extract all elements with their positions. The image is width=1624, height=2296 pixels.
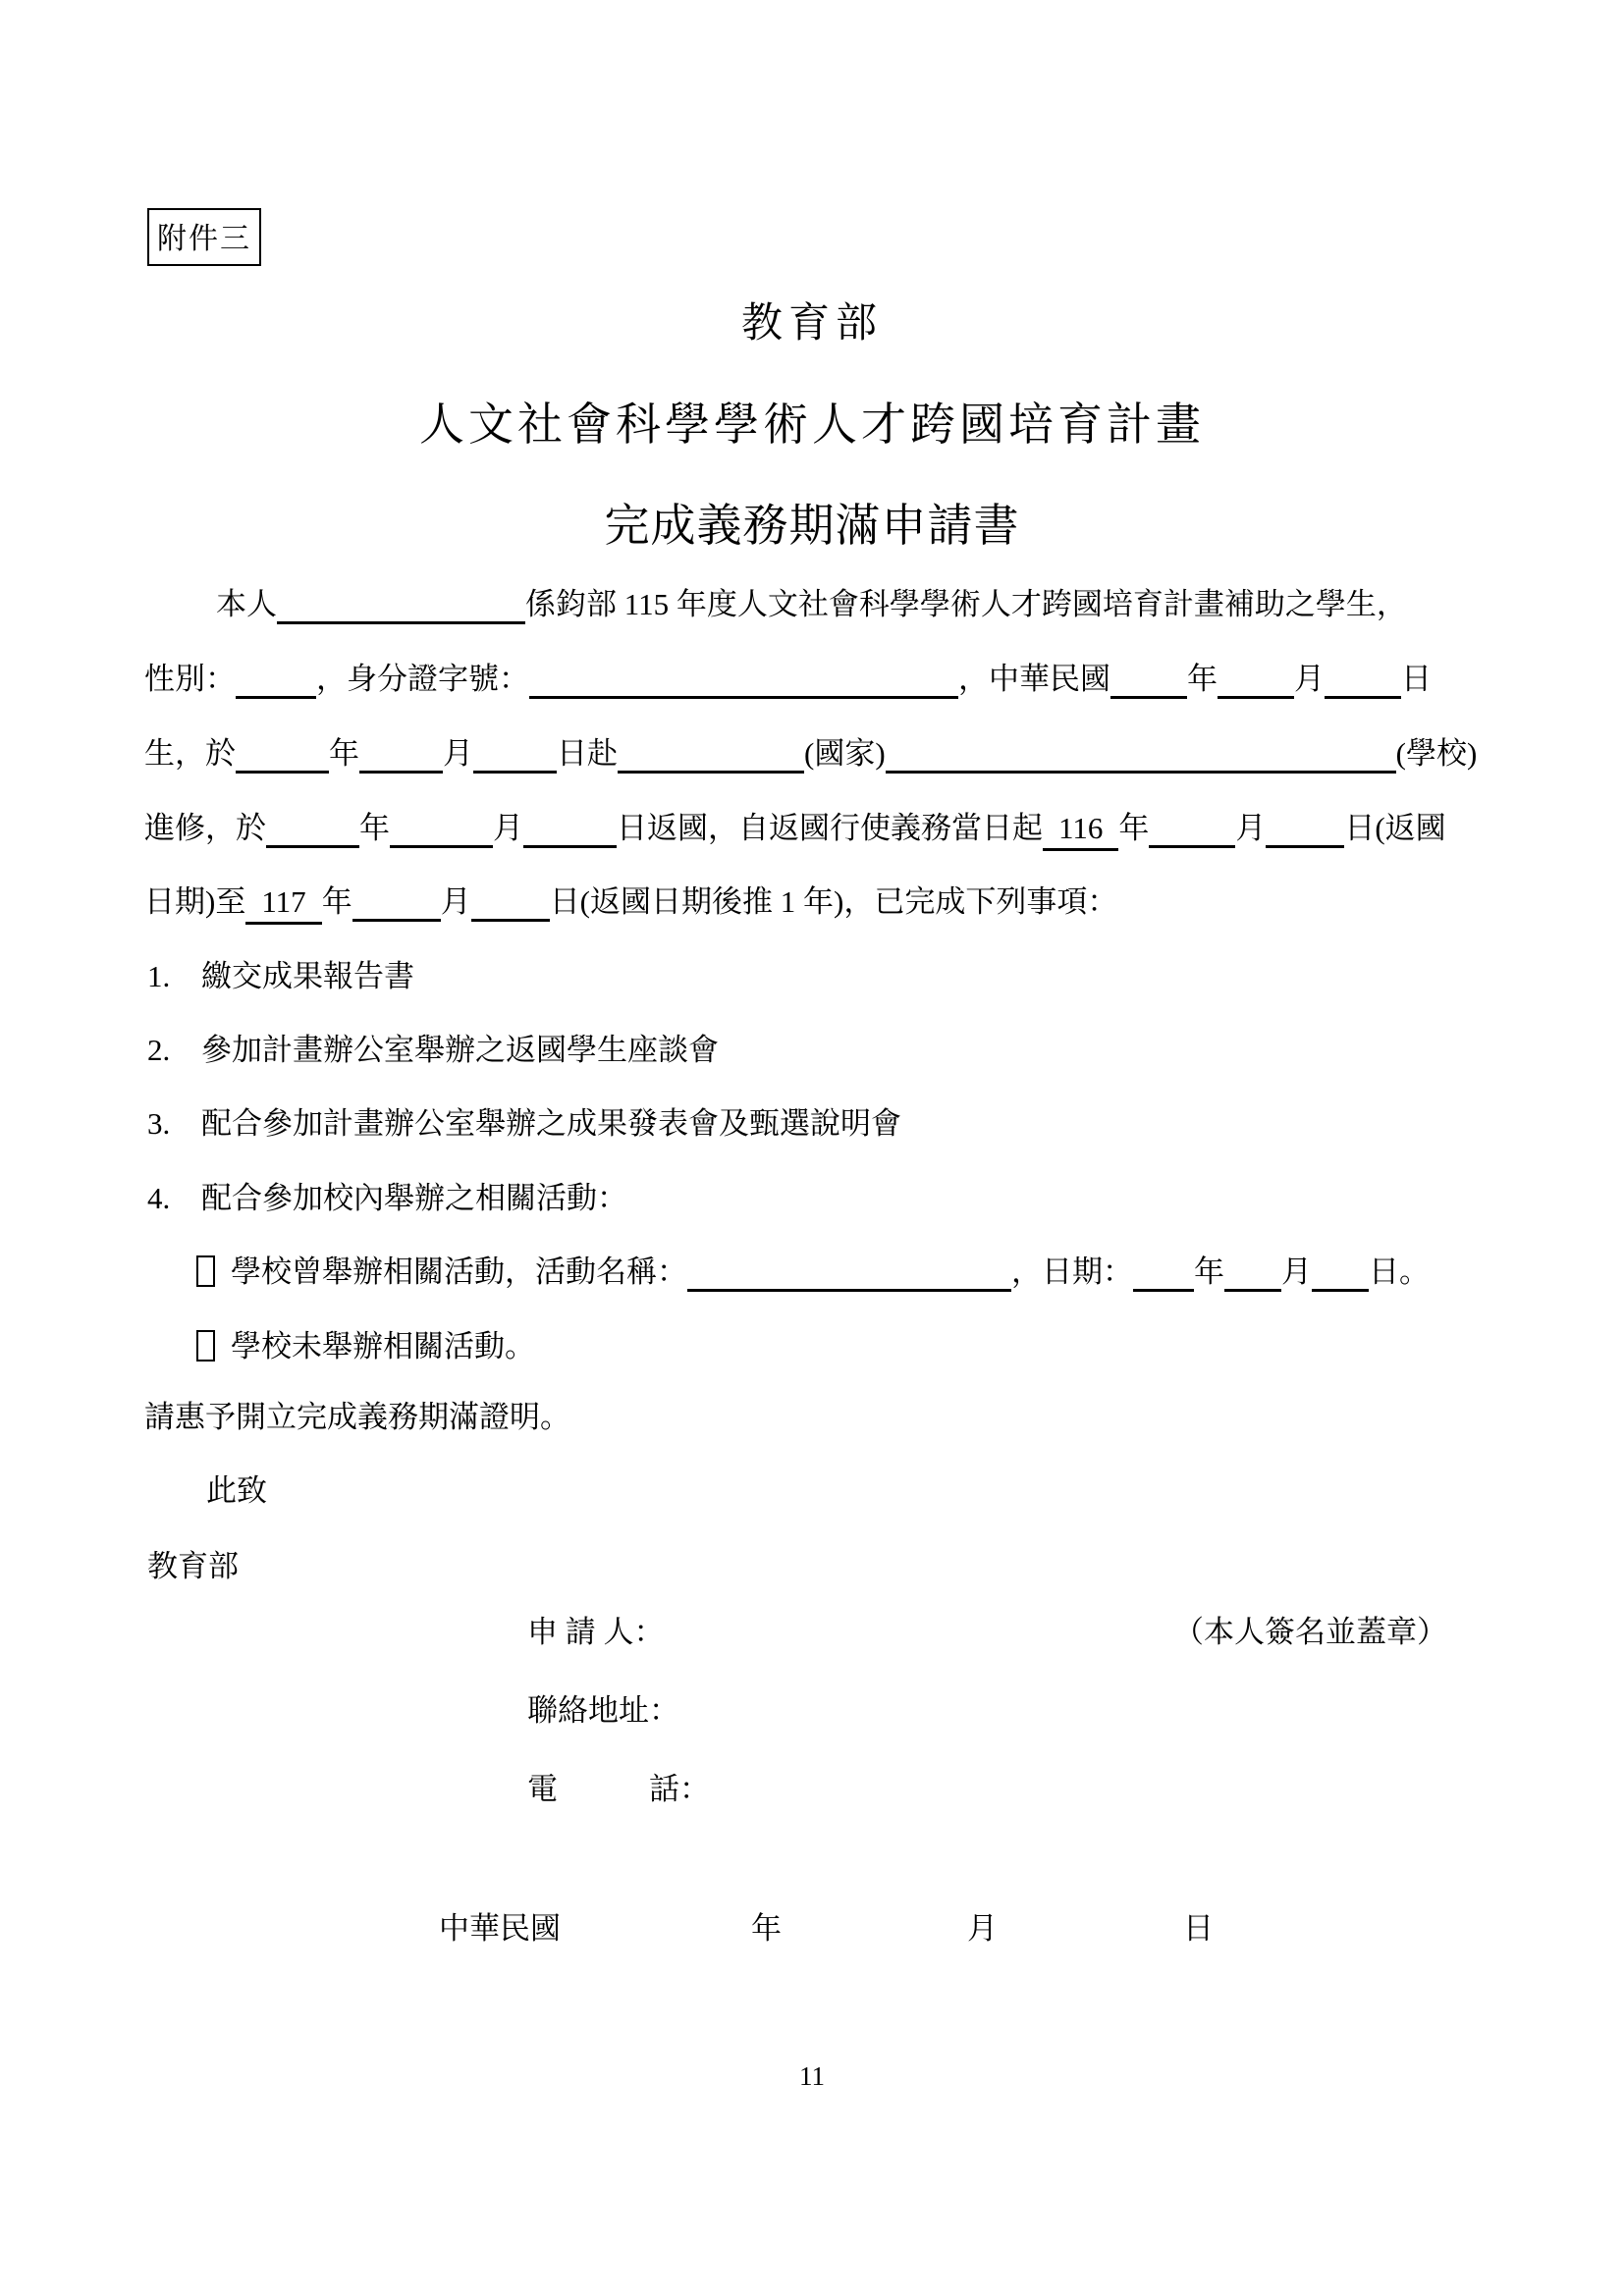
- blank-underline-field[interactable]: [1218, 689, 1294, 699]
- text-segment: 月: [493, 811, 523, 845]
- title-program: 人文社會科學學術人才跨國培育計畫: [419, 400, 1205, 450]
- blank-underline-field[interactable]: [1325, 689, 1401, 699]
- text-segment: 日返國，自返國行使義務當日起: [617, 811, 1043, 845]
- text-segment: 日(返國日期後推 1 年)，已完成下列事項：: [549, 884, 1118, 919]
- checkbox[interactable]: [196, 1330, 215, 1362]
- phone-label: 電 話：: [527, 1772, 710, 1806]
- blank-underline-field[interactable]: [1133, 1282, 1194, 1292]
- date-era-label: 中華民國: [439, 1911, 561, 1946]
- list-item-number: 2.: [147, 1033, 171, 1067]
- blank-underline-field[interactable]: [236, 689, 316, 699]
- text-segment: 性別：: [144, 662, 236, 696]
- blank-underline-field[interactable]: [886, 764, 1396, 774]
- text-segment: ，身分證字號：: [316, 662, 529, 696]
- text-segment: 年: [321, 884, 352, 919]
- list-item: [147, 957, 414, 996]
- text-segment: 月: [1294, 662, 1325, 696]
- text-segment: (學校): [1395, 736, 1478, 771]
- body-line: [144, 734, 1477, 774]
- list-item-number: 4.: [147, 1181, 171, 1215]
- page-number: 11: [799, 2061, 825, 2091]
- blank-underline-field[interactable]: [352, 912, 441, 922]
- text-segment: 學校曾舉辦相關活動，活動名稱：: [231, 1255, 687, 1289]
- checkbox-row: [196, 1253, 1430, 1292]
- underlined-value: 117: [245, 882, 321, 925]
- date-month-label: 月: [967, 1911, 998, 1946]
- text-segment: 日: [1401, 662, 1432, 696]
- list-item-text: 配合參加計畫辦公室舉辦之成果發表會及甄選說明會: [201, 1106, 901, 1141]
- text-segment: 月: [443, 736, 473, 771]
- list-item-text: 參加計畫辦公室舉辦之返國學生座談會: [201, 1033, 719, 1067]
- checkbox-row: [196, 1327, 535, 1366]
- body-line: [144, 882, 1117, 925]
- list-item: [147, 1104, 901, 1144]
- blank-underline-field[interactable]: [390, 838, 493, 848]
- text-segment: ，日期：: [1011, 1255, 1133, 1289]
- text-segment: 月: [1281, 1255, 1312, 1289]
- text-segment: 年: [1118, 811, 1150, 845]
- text-segment: 日。: [1369, 1255, 1430, 1289]
- blank-underline-field[interactable]: [523, 838, 617, 848]
- text-segment: 進修，於: [144, 811, 266, 845]
- blank-underline-field[interactable]: [1149, 838, 1235, 848]
- text-segment: 日(返國: [1344, 811, 1446, 845]
- applicant-signature-note: （本人簽名並蓋章）: [1173, 1615, 1447, 1649]
- attachment-label: 附件三: [147, 208, 261, 266]
- text-segment: 年: [1187, 662, 1218, 696]
- closing-recipient: 教育部: [147, 1549, 239, 1583]
- text-segment: 日赴: [557, 736, 618, 771]
- list-item-number: 3.: [147, 1106, 171, 1141]
- text-segment: 月: [440, 884, 471, 919]
- text-segment: 係鈞部 115 年度人文社會科學學術人才跨國培育計畫補助之學生，: [525, 587, 1407, 621]
- blank-underline-field[interactable]: [529, 689, 958, 699]
- title-ministry: 教育部: [740, 301, 883, 347]
- closing-request: 請惠予開立完成義務期滿證明。: [144, 1400, 570, 1434]
- blank-underline-field[interactable]: [471, 912, 550, 922]
- blank-underline-field[interactable]: [1110, 689, 1187, 699]
- list-item-text: 繳交成果報告書: [201, 959, 414, 993]
- text-segment: 生，於: [144, 736, 236, 771]
- text-segment: 年: [329, 736, 359, 771]
- underlined-value: 116: [1043, 809, 1118, 851]
- applicant-label: 申 請 人：: [527, 1615, 665, 1649]
- blank-underline-field[interactable]: [236, 764, 329, 774]
- blank-underline-field[interactable]: [266, 838, 359, 848]
- text-segment: (國家): [804, 736, 886, 771]
- list-item: [147, 1031, 719, 1070]
- date-day-label: 日: [1183, 1911, 1214, 1946]
- text-segment: 本人: [216, 587, 277, 621]
- blank-underline-field[interactable]: [473, 764, 557, 774]
- blank-underline-field[interactable]: [277, 614, 525, 624]
- blank-underline-field[interactable]: [1312, 1282, 1369, 1292]
- body-line: [216, 585, 1407, 624]
- text-segment: 年: [1194, 1255, 1224, 1289]
- checkbox[interactable]: [196, 1255, 215, 1287]
- text-segment: 學校未舉辦相關活動。: [231, 1329, 535, 1363]
- blank-underline-field[interactable]: [618, 764, 804, 774]
- list-item-text: 配合參加校內舉辦之相關活動：: [201, 1181, 627, 1215]
- list-item-number: 1.: [147, 959, 171, 993]
- closing-salutation: 此致: [206, 1473, 267, 1508]
- blank-underline-field[interactable]: [1266, 838, 1344, 848]
- text-segment: ，中華民國: [958, 662, 1110, 696]
- text-segment: 日期)至: [144, 884, 246, 919]
- blank-underline-field[interactable]: [1224, 1282, 1281, 1292]
- text-segment: 年: [359, 811, 390, 845]
- address-label: 聯絡地址：: [527, 1693, 679, 1728]
- date-year-label: 年: [751, 1911, 782, 1946]
- list-item: [147, 1179, 627, 1218]
- text-segment: 月: [1235, 811, 1267, 845]
- body-line: [144, 660, 1432, 699]
- title-form: 完成義務期滿申請書: [604, 501, 1020, 551]
- blank-underline-field[interactable]: [687, 1282, 1011, 1292]
- blank-underline-field[interactable]: [359, 764, 443, 774]
- body-line: [144, 809, 1446, 851]
